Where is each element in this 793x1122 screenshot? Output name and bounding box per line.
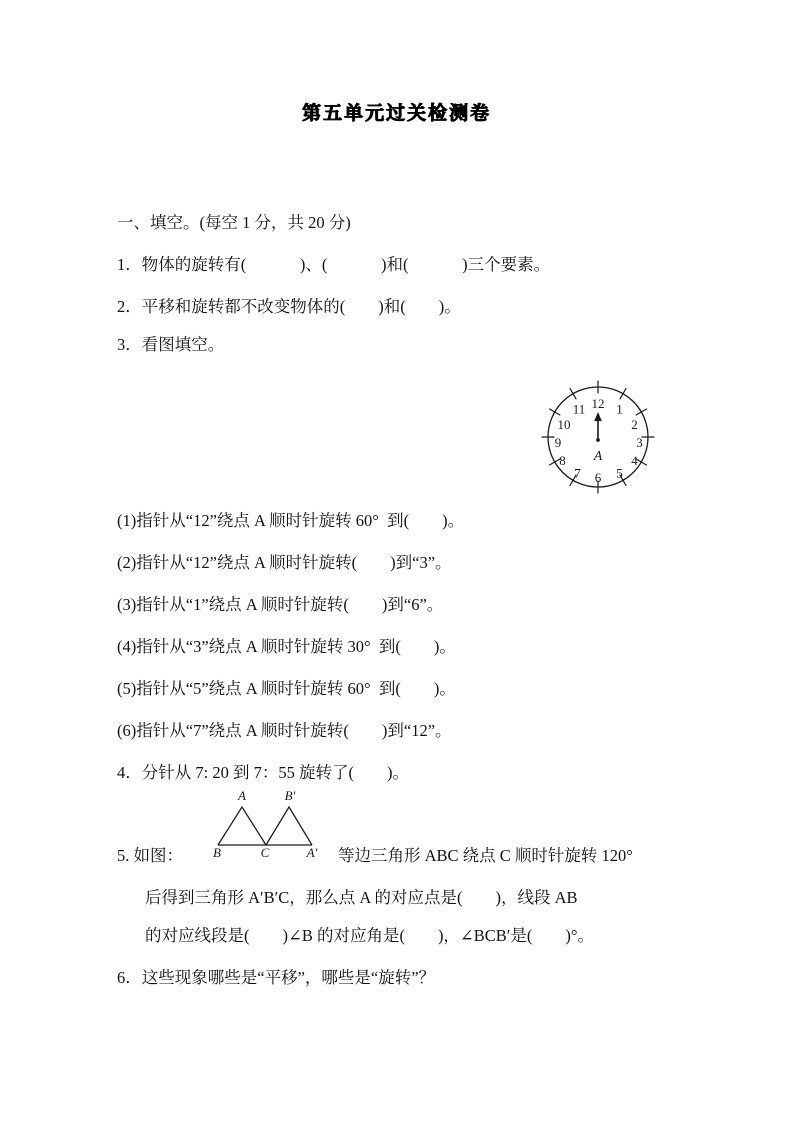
question-6: 6．这些现象哪些是“平移”，哪些是“旋转”？ xyxy=(117,968,436,987)
clock-number-2: 2 xyxy=(631,417,638,432)
triangle-label-C: C xyxy=(260,845,270,858)
question-5-line-2: 后得到三角形 A′B′C，那么点 A 的对应点是( )，线段 AB xyxy=(145,888,578,907)
question-5-line-1-suffix: 等边三角形 ABC 绕点 C 顺时针旋转 120° xyxy=(338,846,633,865)
triangle-label-B-prime: B′ xyxy=(284,788,296,803)
clock-number-3: 3 xyxy=(636,435,643,450)
clock-number-9: 9 xyxy=(554,435,562,450)
clock-hand-arrow xyxy=(594,412,602,442)
clock-number-12: 12 xyxy=(591,396,605,411)
question-5-line-3: 的对应线段是( )∠B 的对应角是( )，∠BCB′是( )°。 xyxy=(145,926,594,945)
page-title: 第五单元过关检测卷 xyxy=(301,102,491,124)
clock-number-11: 11 xyxy=(572,401,586,417)
question-1: 1．物体的旋转有( )、( )和( )三个要素。 xyxy=(117,255,551,274)
clock-number-5: 5 xyxy=(616,465,623,481)
triangle-label-A: A xyxy=(238,788,246,803)
clock-number-4: 4 xyxy=(631,453,638,468)
question-5-prefix: 5. 如图： xyxy=(117,846,183,865)
triangle-figure xyxy=(205,786,325,858)
clock-centre-label: A xyxy=(593,449,603,464)
question-3-item-3: (3)指针从“1”绕点 A 顺时针旋转( )到“6”。 xyxy=(117,595,444,614)
triangle-label-A-prime: A′ xyxy=(306,845,318,858)
clock-centre-dot xyxy=(596,438,600,442)
question-3-item-6: (6)指针从“7”绕点 A 顺时针旋转( )到“12”。 xyxy=(117,721,452,740)
clock-number-7: 7 xyxy=(574,465,581,481)
clock-figure xyxy=(540,378,658,496)
question-3-item-4: (4)指针从“3”绕点 A 顺时针旋转 30° 到( )。 xyxy=(117,637,456,656)
question-3-item-1: (1)指针从“12”绕点 A 顺时针旋转 60° 到( )。 xyxy=(117,511,465,530)
clock-number-8: 8 xyxy=(559,453,566,468)
triangle-outlines xyxy=(218,807,312,845)
triangle-diagram-svg xyxy=(205,786,325,858)
question-2: 2．平移和旋转都不改变物体的( )和( )。 xyxy=(117,297,461,316)
clock-number-10: 10 xyxy=(557,417,571,432)
triangle-label-B: B xyxy=(213,845,221,858)
question-3-item-2: (2)指针从“12”绕点 A 顺时针旋转( )到“3”。 xyxy=(117,553,452,572)
clock-number-6: 6 xyxy=(594,470,602,485)
section-heading: 一、填空。(每空 1 分，共 20 分) xyxy=(117,213,351,232)
question-3-prompt: 3．看图填空。 xyxy=(117,335,225,354)
triangle-vertex-labels xyxy=(213,788,318,858)
clock-number-1: 1 xyxy=(616,401,623,417)
question-4: 4．分针从 7: 20 到 7：55 旋转了( )。 xyxy=(117,763,409,782)
question-3-item-5: (5)指针从“5”绕点 A 顺时针旋转 60° 到( )。 xyxy=(117,679,456,698)
clock-face-svg xyxy=(540,378,658,496)
